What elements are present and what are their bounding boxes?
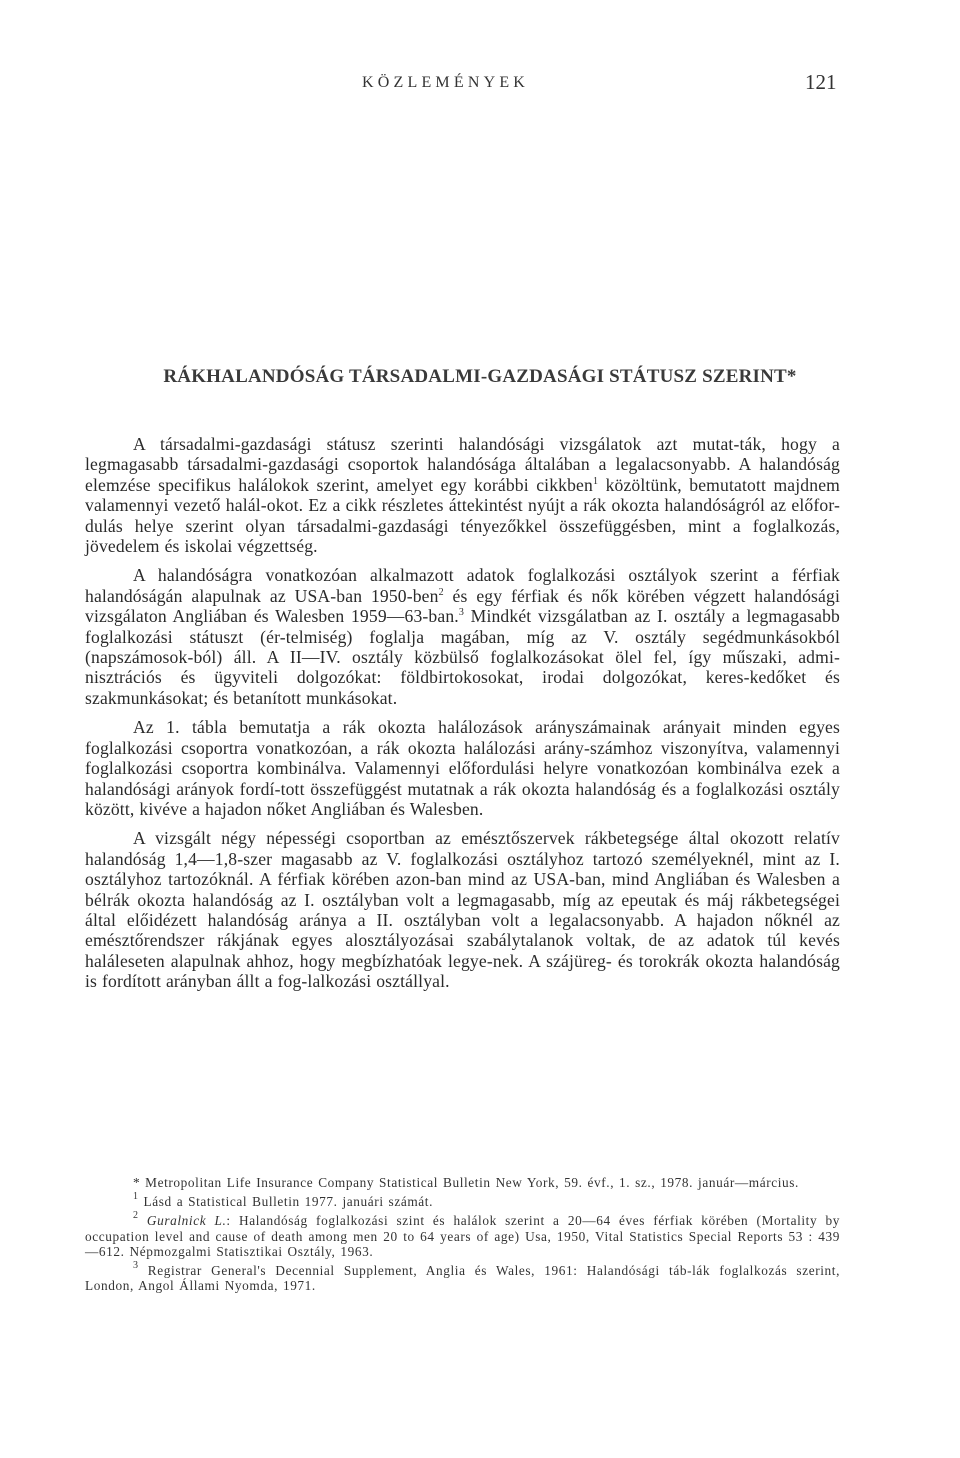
running-head bbox=[0, 70, 960, 100]
footnote-3-mark: 3 bbox=[133, 1260, 139, 1272]
journal-name: KÖZLEMÉNYEK bbox=[362, 74, 530, 91]
paragraph-1-text-b: közöltünk, bemutatott majdnem valamennyi vezető halál-okot. Ez a cikk részletes áttekintést nyújt a rák okozta halandóságról az előfor-dulás helye szerint olyan társadalmi-gazdasági tényezőkkel összefüggésben, mint a foglalkozás, jövedelem és iskolai végzettség. bbox=[85, 474, 840, 557]
footnote-1-mark: 1 bbox=[133, 1191, 139, 1203]
paragraph-2-text-a: A halandóságra vonatkozóan alkalmazott adatok foglalkozási osztályok szerint a férfiak halandóságán alapulnak az USA-ban 1950-ben bbox=[85, 565, 840, 606]
footnote-2-author: Guralnick L. bbox=[138, 1213, 227, 1229]
footnotes bbox=[85, 1175, 840, 1297]
paragraph-1 bbox=[85, 434, 840, 556]
footnote-3 bbox=[85, 1260, 840, 1294]
footnote-star: * Metropolitan Life Insurance Company Statistical Bulletin New York, 59. évf., 1. sz., 1978. január—március. bbox=[133, 1175, 799, 1190]
paragraph-1-text-a: A társadalmi-gazdasági státusz szerinti halandósági vizsgálatok azt mutat-ták, hogy a legmagasabb társadalmi-gazdasági csoportok halandósága általában a legalacsonyabb. A halandóság elemzése specifikus halálokok szerint, amelyet egy korábbi cikkben bbox=[85, 434, 840, 495]
footnote-1 bbox=[85, 1191, 840, 1210]
paragraph-2-text-c: Mindkét vizsgálatban az I. osztály a legmagasabb foglalkozási státuszt (ér-telmiség) foglalja magában, míg az V. osztály segédmunkásokból (napszámosok-ból) áll. A II—IV. osztály közbülső foglalkozásokat ölel fel, így műszaki, admi-nisztrációs és ügyviteli dolgozókat: földbirtokosokat, irodai dolgozókat, keres-kedőket és szakmunkásokat; és betanított munkásokat. bbox=[85, 606, 840, 708]
footnote-ref-1: 1 bbox=[592, 475, 599, 487]
footnote-2-text: : Halandóság foglalkozási szint és halálok szerint a 20—64 éves férfiak körében (Mortality by occupation level and cause of death among men 20 to 64 years of age) Usa, 1950, Vital Statistics Special Reports 53 : 439—612. Népmozgalmi Statisztikai Osztály, 1963. bbox=[85, 1213, 840, 1259]
paragraph-2-text-b: és egy férfiak és nők körében végzett halandósági vizsgálaton Angliában és Walesben 1959—63-ban. bbox=[85, 585, 840, 627]
page-number: 121 bbox=[805, 70, 837, 94]
footnote-2 bbox=[85, 1210, 840, 1259]
paragraph-2 bbox=[85, 565, 840, 708]
paragraph-4: A vizsgált négy népességi csoportban az emésztőszervek rákbetegsége által okozott relatív halandóság 1,4—1,8-szer magasabb az V. foglalkozási osztályhoz tartozó személyeknél, mint az I. osztályhoz tartozóknál. A férfiak körében azon-ban mind az USA-ban, mind Angliában és Walesben a bélrák okozta halandóság az I. osztályban volt a legmagasabb, míg az epeutak és máj rákbetegségei által előidézett halandóság aránya a II. osztályban volt a legalacsonyabb. A hajadon nőknél az emésztőrendszer rákjának egyes alosztályozásai szabálytalanok voltak, de az adatok túl kevés haláleseten alapulnak ahhoz, hogy megbízhatóak legye-nek. A szájüreg- és torokrák okozta halandóság is fordított arányban állt a fog-lalkozási osztállyal. bbox=[85, 828, 840, 992]
article-body bbox=[85, 434, 840, 1001]
footnote-ref-3: 3 bbox=[458, 607, 464, 619]
footnote-3-text: Registrar General's Decennial Supplement, Anglia és Wales, 1961: Halandósági táb-lák foglalkozás szerint, London, Angol Állami Nyomda, 1971. bbox=[85, 1263, 840, 1294]
article-title: RÁKHALANDÓSÁG TÁRSADALMI-GAZDASÁGI STÁTUSZ SZERINT* bbox=[163, 366, 797, 387]
footnote-1-text: Lásd a Statistical Bulletin 1977. januári számát. bbox=[138, 1194, 433, 1210]
footnote-ref-2: 2 bbox=[438, 586, 444, 598]
paragraph-3: Az 1. tábla bemutatja a rák okozta halálozások arányszámainak arányait minden egyes foglalkozási csoportra vonatkozóan, a rák okozta halálozási arány-számhoz viszonyítva, valamennyi foglalkozási csoportra kombinálva. Valamennyi előfordulási helyre vonatkozóan kombinálva ezek a halandósági arányok fordí-tott összefüggést mutatnak a rák okozta halandóság és a foglalkozási osztály között, kivéve a hajadon nőket Angliában és Walesben. bbox=[85, 717, 840, 819]
footnote-2-mark: 2 bbox=[133, 1210, 139, 1222]
